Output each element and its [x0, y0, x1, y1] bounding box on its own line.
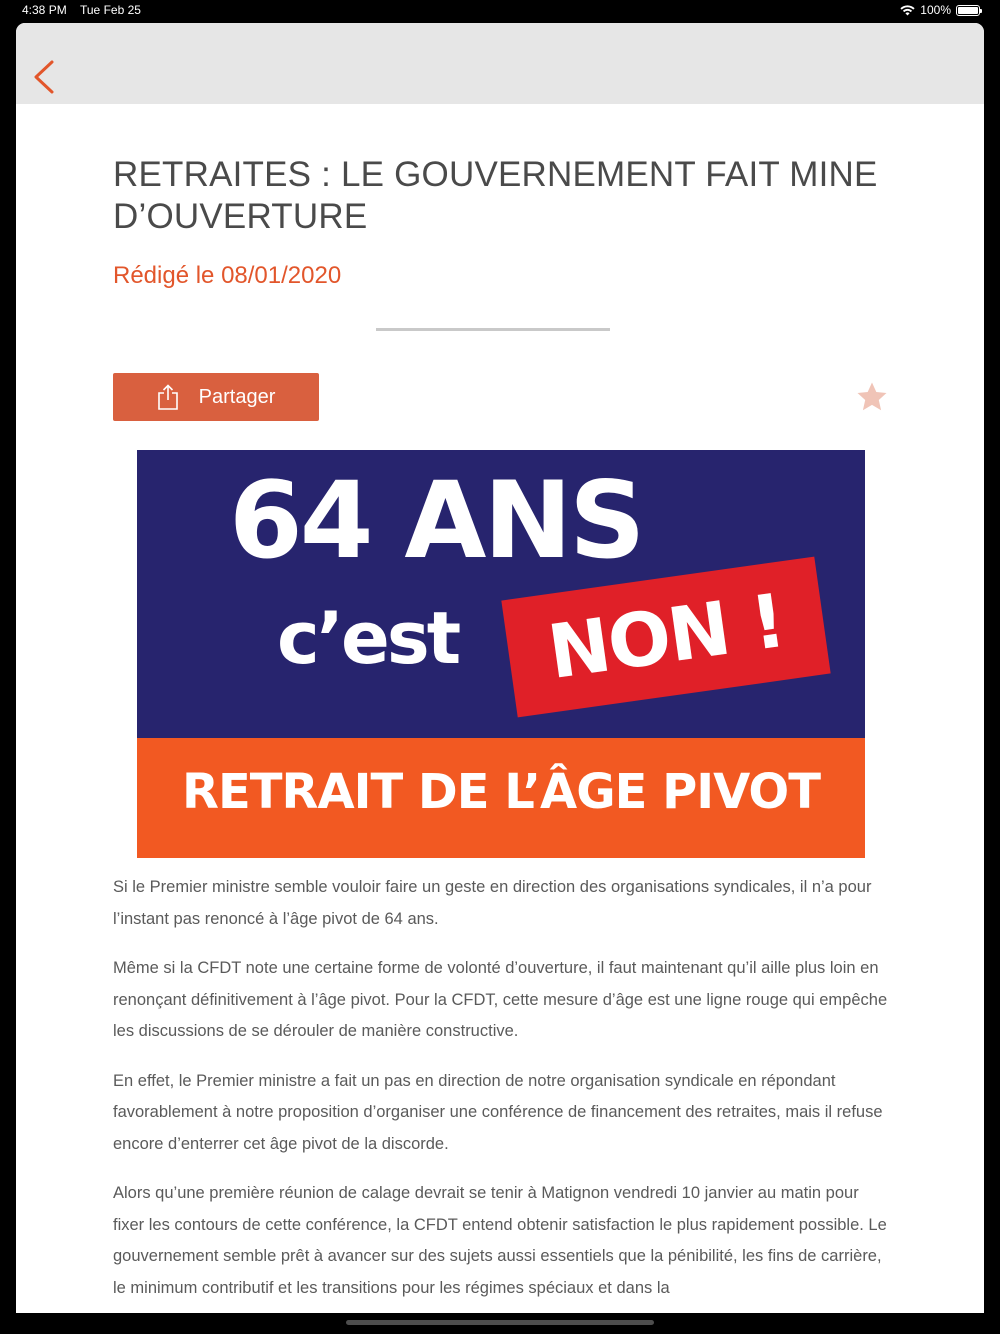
paragraph: Alors qu’une première réunion de calage devrait se tenir à Matignon vendredi 10 janvier au matin pour fixer les contours de cette conférence, la CFDT entend obtenir satisfaction le plus rapidement possible. Le gouvernement semble prêt à avancer sur des sujets aussi essentiels que la pénibilité, les fins de carrière, le minimum contributif et les transitions pour les régimes spéciaux et dans la: [113, 1184, 887, 1297]
article-banner-image: [137, 450, 865, 858]
home-indicator[interactable]: [346, 1320, 654, 1325]
status-time: 4:38 PM: [22, 3, 67, 17]
paragraph: Si le Premier ministre semble vouloir faire un geste en direction des organisations syndicales, il n’a pour l’instant pas renoncé à l’âge pivot de 64 ans.: [113, 878, 872, 928]
banner-headline: 64 ANS: [229, 459, 643, 582]
banner-highlight-text: NON !: [543, 577, 789, 697]
share-label: Partager: [198, 385, 276, 408]
battery-percent: 100%: [920, 3, 951, 17]
article-body: [113, 872, 888, 1304]
back-button[interactable]: [30, 59, 60, 95]
navigation-bar: [16, 23, 984, 104]
article-actions: [113, 373, 888, 421]
star-icon: [856, 381, 888, 413]
article-title: RETRAITES : LE GOUVERNEMENT FAIT MINE D’OUVERTURE: [113, 155, 878, 236]
article-date: Rédigé le 08/01/2020: [113, 262, 342, 289]
status-bar: [0, 0, 1000, 22]
status-date: Tue Feb 25: [80, 3, 141, 17]
favorite-button[interactable]: [856, 381, 888, 413]
wifi-icon: [900, 5, 915, 16]
chevron-left-icon: [30, 59, 60, 95]
share-icon: [157, 384, 179, 410]
battery-icon: [956, 5, 980, 16]
article-content: [113, 104, 888, 1313]
banner-subline: c’est: [277, 596, 459, 680]
title-divider: [376, 328, 610, 331]
status-right: [900, 3, 980, 17]
banner-footer-text: RETRAIT DE L’ÂGE PIVOT: [182, 764, 820, 820]
paragraph: Même si la CFDT note une certaine forme de volonté d’ouverture, il faut maintenant qu’il aille plus loin en renonçant définitivement à l’âge pivot. Pour la CFDT, cette mesure d’âge est une ligne rouge qui empêche les discussions de se dérouler de manière constructive.: [113, 959, 888, 1040]
paragraph: En effet, le Premier ministre a fait un pas en direction de notre organisation syndicale en répondant favorablement à notre proposition d’organiser une conférence de financement des retraites, mais il refuse encore d’enterrer cet âge pivot de la discorde.: [113, 1071, 883, 1153]
app-window: [16, 23, 984, 1313]
share-button[interactable]: [113, 373, 319, 421]
